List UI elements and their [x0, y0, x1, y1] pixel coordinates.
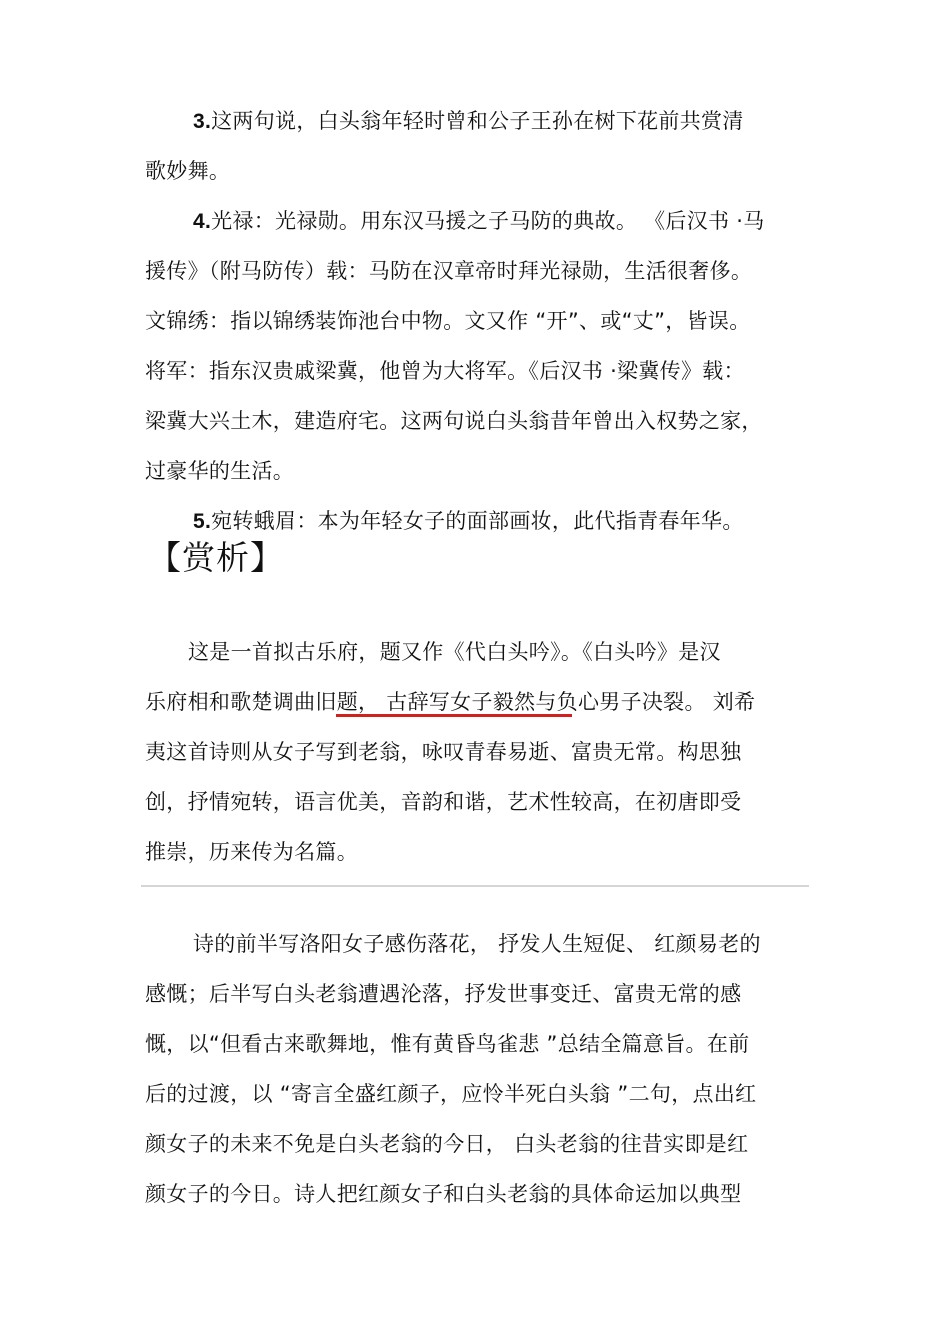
para-2-line-4: 后的过渡，以 “寄言全盛红颜子，应怜半死白头翁 ”二句，点出红 [145, 1082, 757, 1106]
para-1-line-2: 乐府相和歌楚调曲旧题， 古辞写女子毅然与负心男子决裂。 刘希 [145, 690, 756, 714]
section-heading: 【赏析】 [148, 538, 284, 577]
note-4-line-4: 将军：指东汉贵戚梁冀，他曾为大将军。《后汉书 ·梁冀传》载： [145, 359, 745, 383]
note-5-text: 宛转蛾眉：本为年轻女子的面部画妆，此代指青春年华。 [211, 509, 744, 533]
note-4-line-2: 援传》（附马防传）载：马防在汉章帝时拜光禄勋，生活很奢侈。 [145, 259, 753, 283]
para-1-line-1: 这是一首拟古乐府，题又作《代白头吟》。《白头吟》是汉 [188, 640, 721, 664]
note-3-number: 3. [193, 110, 212, 133]
para-2-line-3: 慨，以“但看古来歌舞地，惟有黄昏鸟雀悲 ”总结全篇意旨。在前 [145, 1032, 750, 1056]
para-1-line-5: 推崇，历来传为名篇。 [145, 840, 358, 864]
note-5-number: 5. [193, 510, 212, 533]
note-4-line-5: 梁冀大兴土木，建造府宅。这两句说白头翁昔年曾出入权势之家， [145, 409, 763, 433]
note-4-line-1 [193, 207, 765, 236]
para-2-line-2: 感慨；后半写白头老翁遭遇沦落，抒发世事变迁、富贵无常的感 [145, 982, 742, 1006]
note-3-line-2: 歌妙舞。 [145, 159, 231, 183]
note-4-line-3: 文锦绣：指以锦绣装饰池台中物。文又作 “开”、或“丈”，皆误。 [145, 309, 751, 333]
note-3-text: 这两句说，白头翁年轻时曾和公子王孙在树下花前共赏清 [211, 109, 744, 133]
note-4-number: 4. [193, 210, 212, 233]
note-3-line-1 [193, 107, 744, 136]
para-2-line-6: 颜女子的今日。诗人把红颜女子和白头老翁的具体命运加以典型 [145, 1182, 742, 1206]
note-4-text: 光禄：光禄勋。用东汉马援之子马防的典故。 《后汉书 ·马 [211, 209, 765, 233]
note-4-line-6: 过豪华的生活。 [145, 459, 295, 483]
section-divider [141, 885, 809, 887]
para-2-line-5: 颜女子的未来不免是白头老翁的今日， 白头老翁的往昔实即是红 [145, 1132, 749, 1156]
para-1-line-3: 夷这首诗则从女子写到老翁，咏叹青春易逝、富贵无常。构思独 [145, 740, 742, 764]
para-2-line-1: 诗的前半写洛阳女子感伤落花， 抒发人生短促、 红颜易老的 [193, 932, 761, 956]
para-1-line-4: 创，抒情宛转，语言优美，音韵和谐，艺术性较高，在初唐即受 [145, 790, 742, 814]
note-5-line-1 [193, 507, 744, 536]
red-underline-mark [336, 714, 572, 717]
